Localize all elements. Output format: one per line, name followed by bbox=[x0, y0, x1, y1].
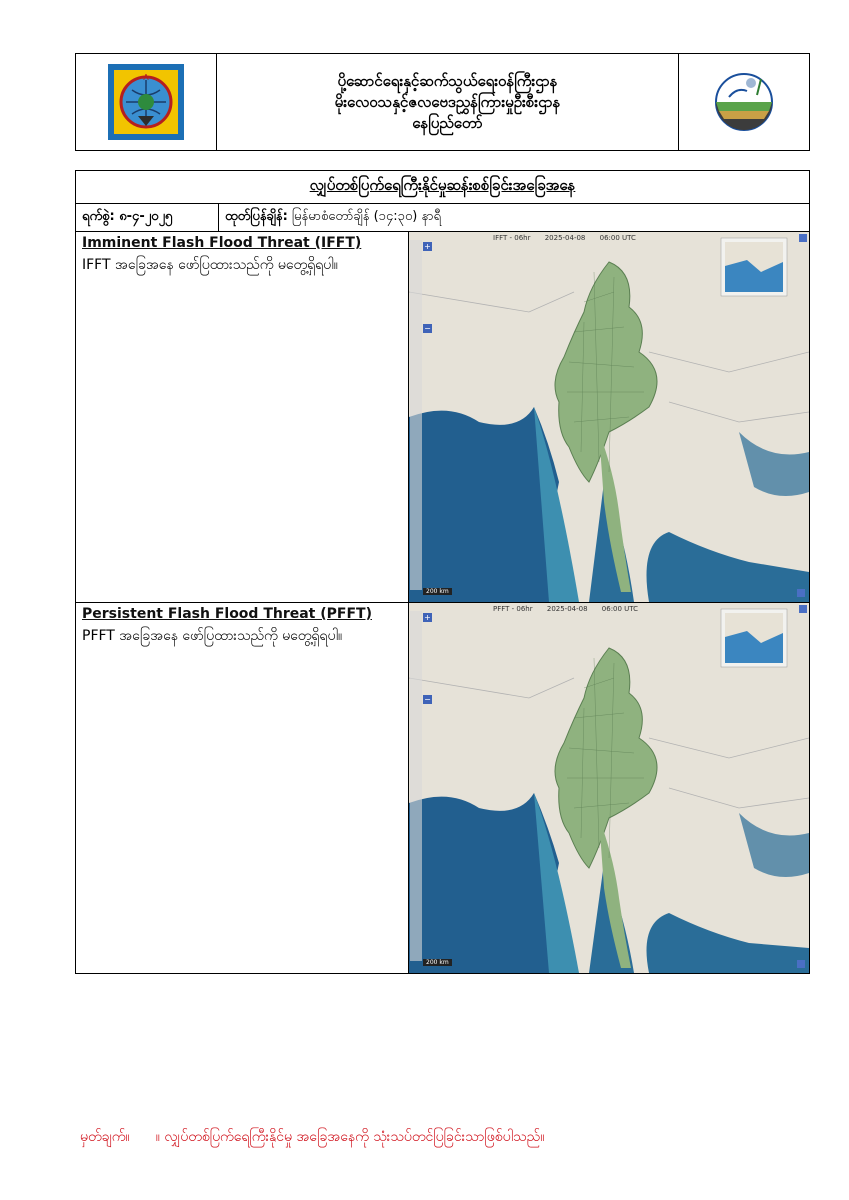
svg-text:A: A bbox=[143, 73, 149, 82]
ifft-map[interactable] bbox=[409, 232, 809, 602]
zoom-out-button[interactable]: − bbox=[424, 324, 431, 333]
ifft-scale-bar: 200 km bbox=[423, 588, 452, 595]
ifft-heading: Imminent Flash Flood Threat (IFFT) bbox=[82, 235, 362, 251]
pfft-row bbox=[76, 603, 809, 973]
note-label: မှတ်ချက်။ bbox=[80, 1129, 130, 1145]
org-name-block bbox=[217, 54, 679, 150]
pfft-map[interactable] bbox=[409, 603, 809, 973]
org-department-name: မိုးလေဝသနှင့်ဇလဗေဒညွှန်ကြားမှုဦးစီးဌာန bbox=[334, 92, 561, 111]
ifft-text-cell bbox=[76, 232, 409, 602]
dmh-logo-cell bbox=[679, 54, 809, 150]
hydrology-logo-icon bbox=[711, 67, 777, 137]
ifft-map-title: IFFT - 06hr bbox=[493, 234, 531, 242]
pfft-heading: Persistent Flash Flood Threat (PFFT) bbox=[82, 606, 372, 622]
ministry-logo-icon bbox=[108, 64, 184, 140]
ifft-description: IFFT အခြေအနေ ဖော်ပြထားသည်ကို မတွေ့ရှိရပါ။ bbox=[82, 257, 338, 273]
zoom-in-button[interactable]: + bbox=[424, 242, 431, 251]
flash-flood-report-table bbox=[75, 170, 810, 974]
letterhead bbox=[75, 53, 810, 151]
fullscreen-icon[interactable] bbox=[799, 605, 807, 613]
ifft-map-caption bbox=[493, 234, 648, 242]
pfft-map-title: PFFT - 06hr bbox=[493, 605, 533, 613]
org-city-name: နေပြည်တော် bbox=[412, 113, 483, 132]
zoom-in-button[interactable]: + bbox=[424, 613, 431, 622]
report-date: ရက်စွဲ: ၈-၄-၂၀၂၅ bbox=[76, 204, 219, 231]
report-title: လျှပ်တစ်ပြက်ရေကြီးနိုင်မှုဆန်းစစ်ခြင်းအခြေအနေ bbox=[76, 171, 809, 204]
note-text: ။ လျှပ်တစ်ပြက်ရေကြီးနိုင်မှု အခြေအနေကို သုံးသပ်တင်ပြခြင်းသာဖြစ်ပါသည်။ bbox=[155, 1129, 545, 1145]
ministry-logo-cell bbox=[76, 54, 217, 150]
ifft-map-time: 06:00 UTC bbox=[599, 234, 636, 242]
ifft-map-date: 2025-04-08 bbox=[544, 234, 586, 242]
pfft-description: PFFT အခြေအနေ ဖော်ပြထားသည်ကို မတွေ့ရှိရပါ။ bbox=[82, 628, 343, 644]
pfft-map-time: 06:00 UTC bbox=[601, 605, 639, 613]
info-icon[interactable] bbox=[797, 960, 805, 968]
pfft-map-date: 2025-04-08 bbox=[546, 605, 588, 613]
pfft-scale-bar: 200 km bbox=[423, 959, 452, 966]
info-icon[interactable] bbox=[797, 589, 805, 597]
issue-time-value: မြန်မာစံတော်ချိန် (၁၄:၃၀) နာရီ bbox=[291, 209, 442, 224]
ifft-map-image bbox=[409, 232, 809, 602]
issue-time-label: ထုတ်ပြန်ချိန်: bbox=[225, 209, 288, 224]
pfft-text-cell bbox=[76, 603, 409, 973]
ifft-row bbox=[76, 232, 809, 603]
fullscreen-icon[interactable] bbox=[799, 234, 807, 242]
pfft-map-caption bbox=[493, 605, 650, 613]
issue-time-cell bbox=[219, 204, 809, 231]
org-ministry-name: ပို့ဆောင်ရေးနှင့်ဆက်သွယ်ရေးဝန်ကြီးဌာန bbox=[337, 71, 558, 90]
report-meta-row bbox=[76, 204, 809, 232]
pfft-map-image bbox=[409, 603, 809, 973]
zoom-out-button[interactable]: − bbox=[424, 695, 431, 704]
footer-note bbox=[80, 1127, 544, 1148]
